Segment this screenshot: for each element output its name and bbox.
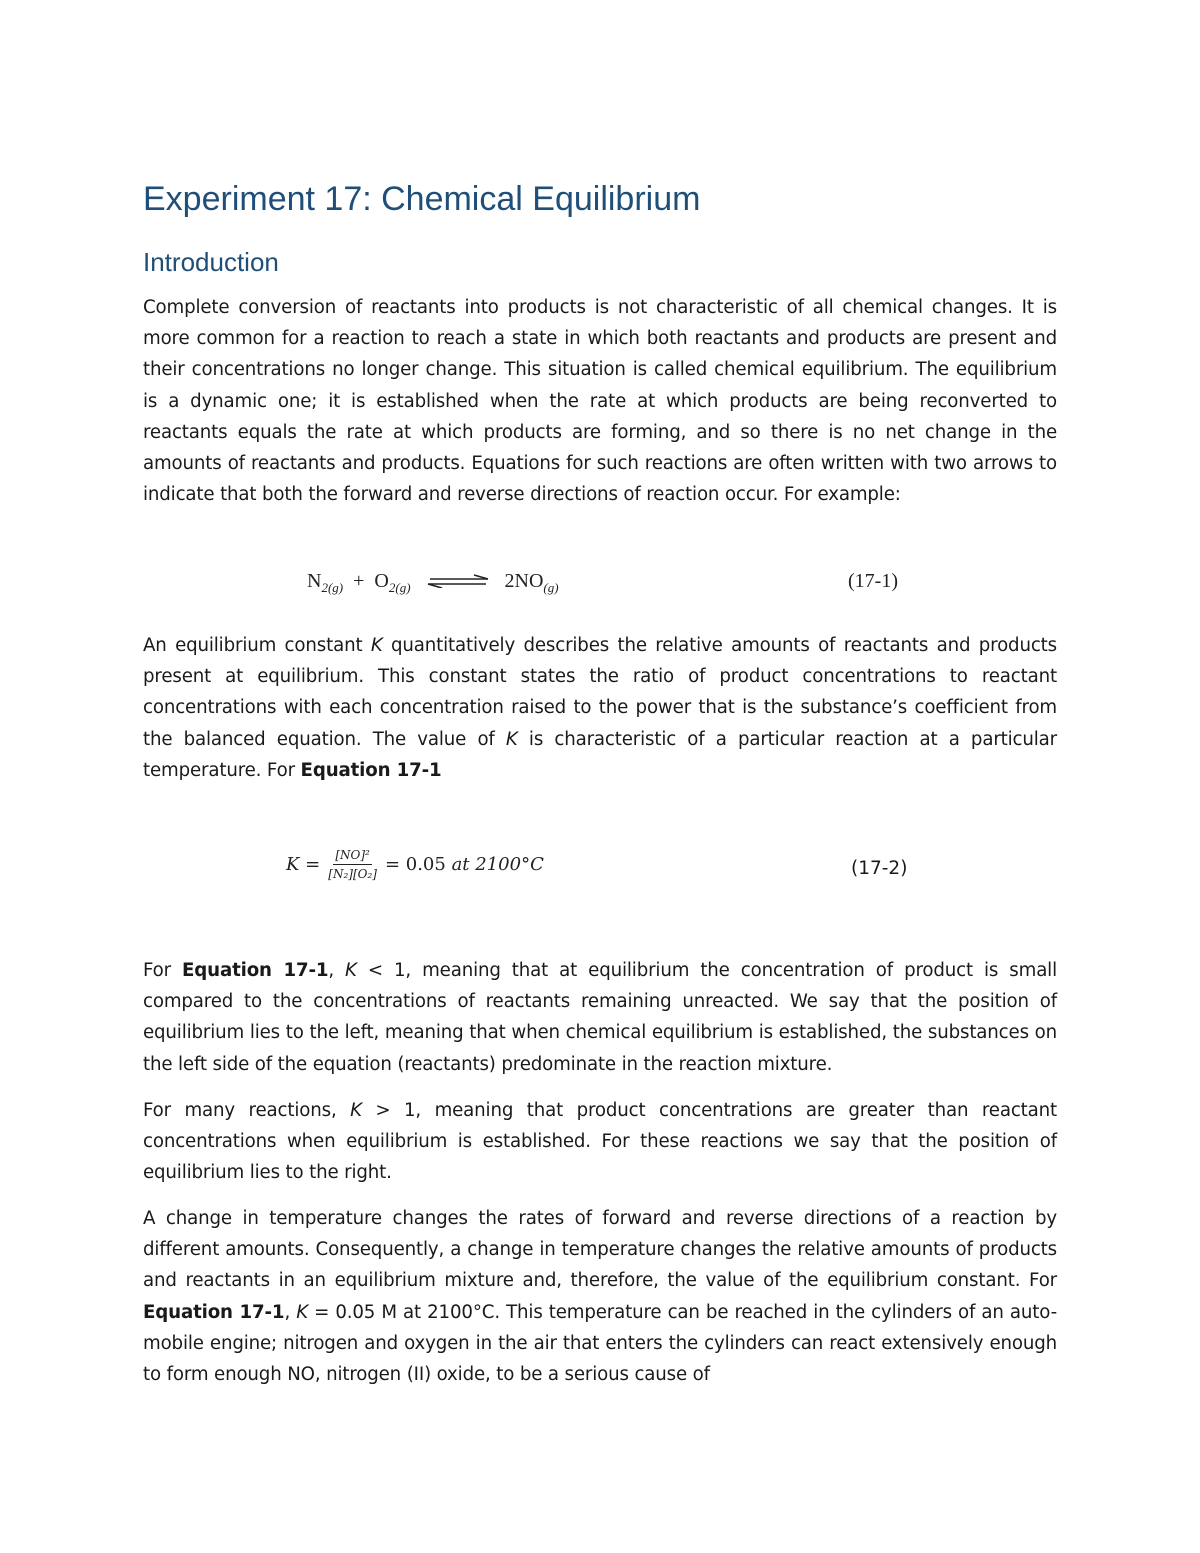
eq1-product-sub: (g) <box>543 580 559 595</box>
eq2-fraction <box>328 848 377 881</box>
eq2-temperature: at 2100°C <box>451 854 544 875</box>
eq1-plus: + <box>353 570 365 592</box>
eq1-product: 2NO <box>504 570 544 592</box>
eq2-lhs: K = <box>286 854 321 875</box>
section-heading: Introduction <box>143 247 279 277</box>
document-title: Experiment 17: Chemical Equilibrium <box>143 180 701 218</box>
intro-paragraph: Complete conversion of reactants into products is not characteristic of all chemical changes. It is more common for a reaction to reach a state in which both reactants and products are present and their concentrations no longer change. This situation is called chemical equilibrium. The equilibrium is a dynamic one; it is established when the rate at which products are being reconverted to reactants equals the rate at which products are forming, and so there is no net change in the amounts of reactants and products. Equations for such reactions are often written with two arrows to indicate that both the forward and reverse directions of reaction occur. For example: <box>143 297 1057 506</box>
equation-17-2 <box>286 848 544 881</box>
eq1-reactant1-sub: 2(g) <box>321 580 344 595</box>
eq2-rhs: = 0.05 <box>384 854 446 875</box>
equilibrium-constant-paragraph: An equilibrium constant K quantitatively describes the relative amounts of reactants and products present at equilibrium. This constant states the ratio of product concentrations to reactant concentrations with each concentration raised to the power that is the substance’s coefficient from the balanced equation. The value of K is characteristic of a particular reaction at a particular temperature. For Equation 17-1 <box>143 635 1057 781</box>
equation-number-17-2: (17-2) <box>851 858 908 879</box>
eq1-reactant2: O <box>374 570 389 592</box>
eq1-reactant2-sub: 2(g) <box>388 580 411 595</box>
k-less-than-one-paragraph: For Equation 17-1, K < 1, meaning that at equilibrium the concentration of product is small compared to the concentrations of reactants remaining unreacted. We say that the position of equilibrium lies to the left, meaning that when chemical equilibrium is established, the substances on the left side of the equation (reactants) predominate in the reaction mixture. <box>143 960 1057 1075</box>
equation-number-17-1: (17-1) <box>848 570 898 592</box>
eq1-reactant1: N <box>307 570 322 592</box>
eq2-denominator: [N₂][O₂] <box>328 867 377 881</box>
temperature-paragraph: A change in temperature changes the rates of forward and reverse directions of a reaction by different amounts. Consequently, a change in temperature changes the relative amounts of products and reactants in an equilibrium mixture and, therefore, the value of the equilibrium constant. For Equation 17-1, K = 0.05 M at 2100°C. This temperature can be reached in the cylinders of an auto-mobile engine; nitrogen and oxygen in the air that enters the cylinders can react extensively enough to form enough NO, nitrogen (II) oxide, to be a serious cause of <box>143 1208 1057 1386</box>
equilibrium-arrows-icon <box>426 571 490 594</box>
k-greater-than-one-paragraph: For many reactions, K > 1, meaning that product concentrations are greater than reactant concentrations when equilibrium is established. For these reactions we say that the position of equilibrium lies to the right. <box>143 1100 1057 1184</box>
eq2-numerator: [NO]² <box>333 848 372 865</box>
equation-17-1 <box>307 570 559 596</box>
